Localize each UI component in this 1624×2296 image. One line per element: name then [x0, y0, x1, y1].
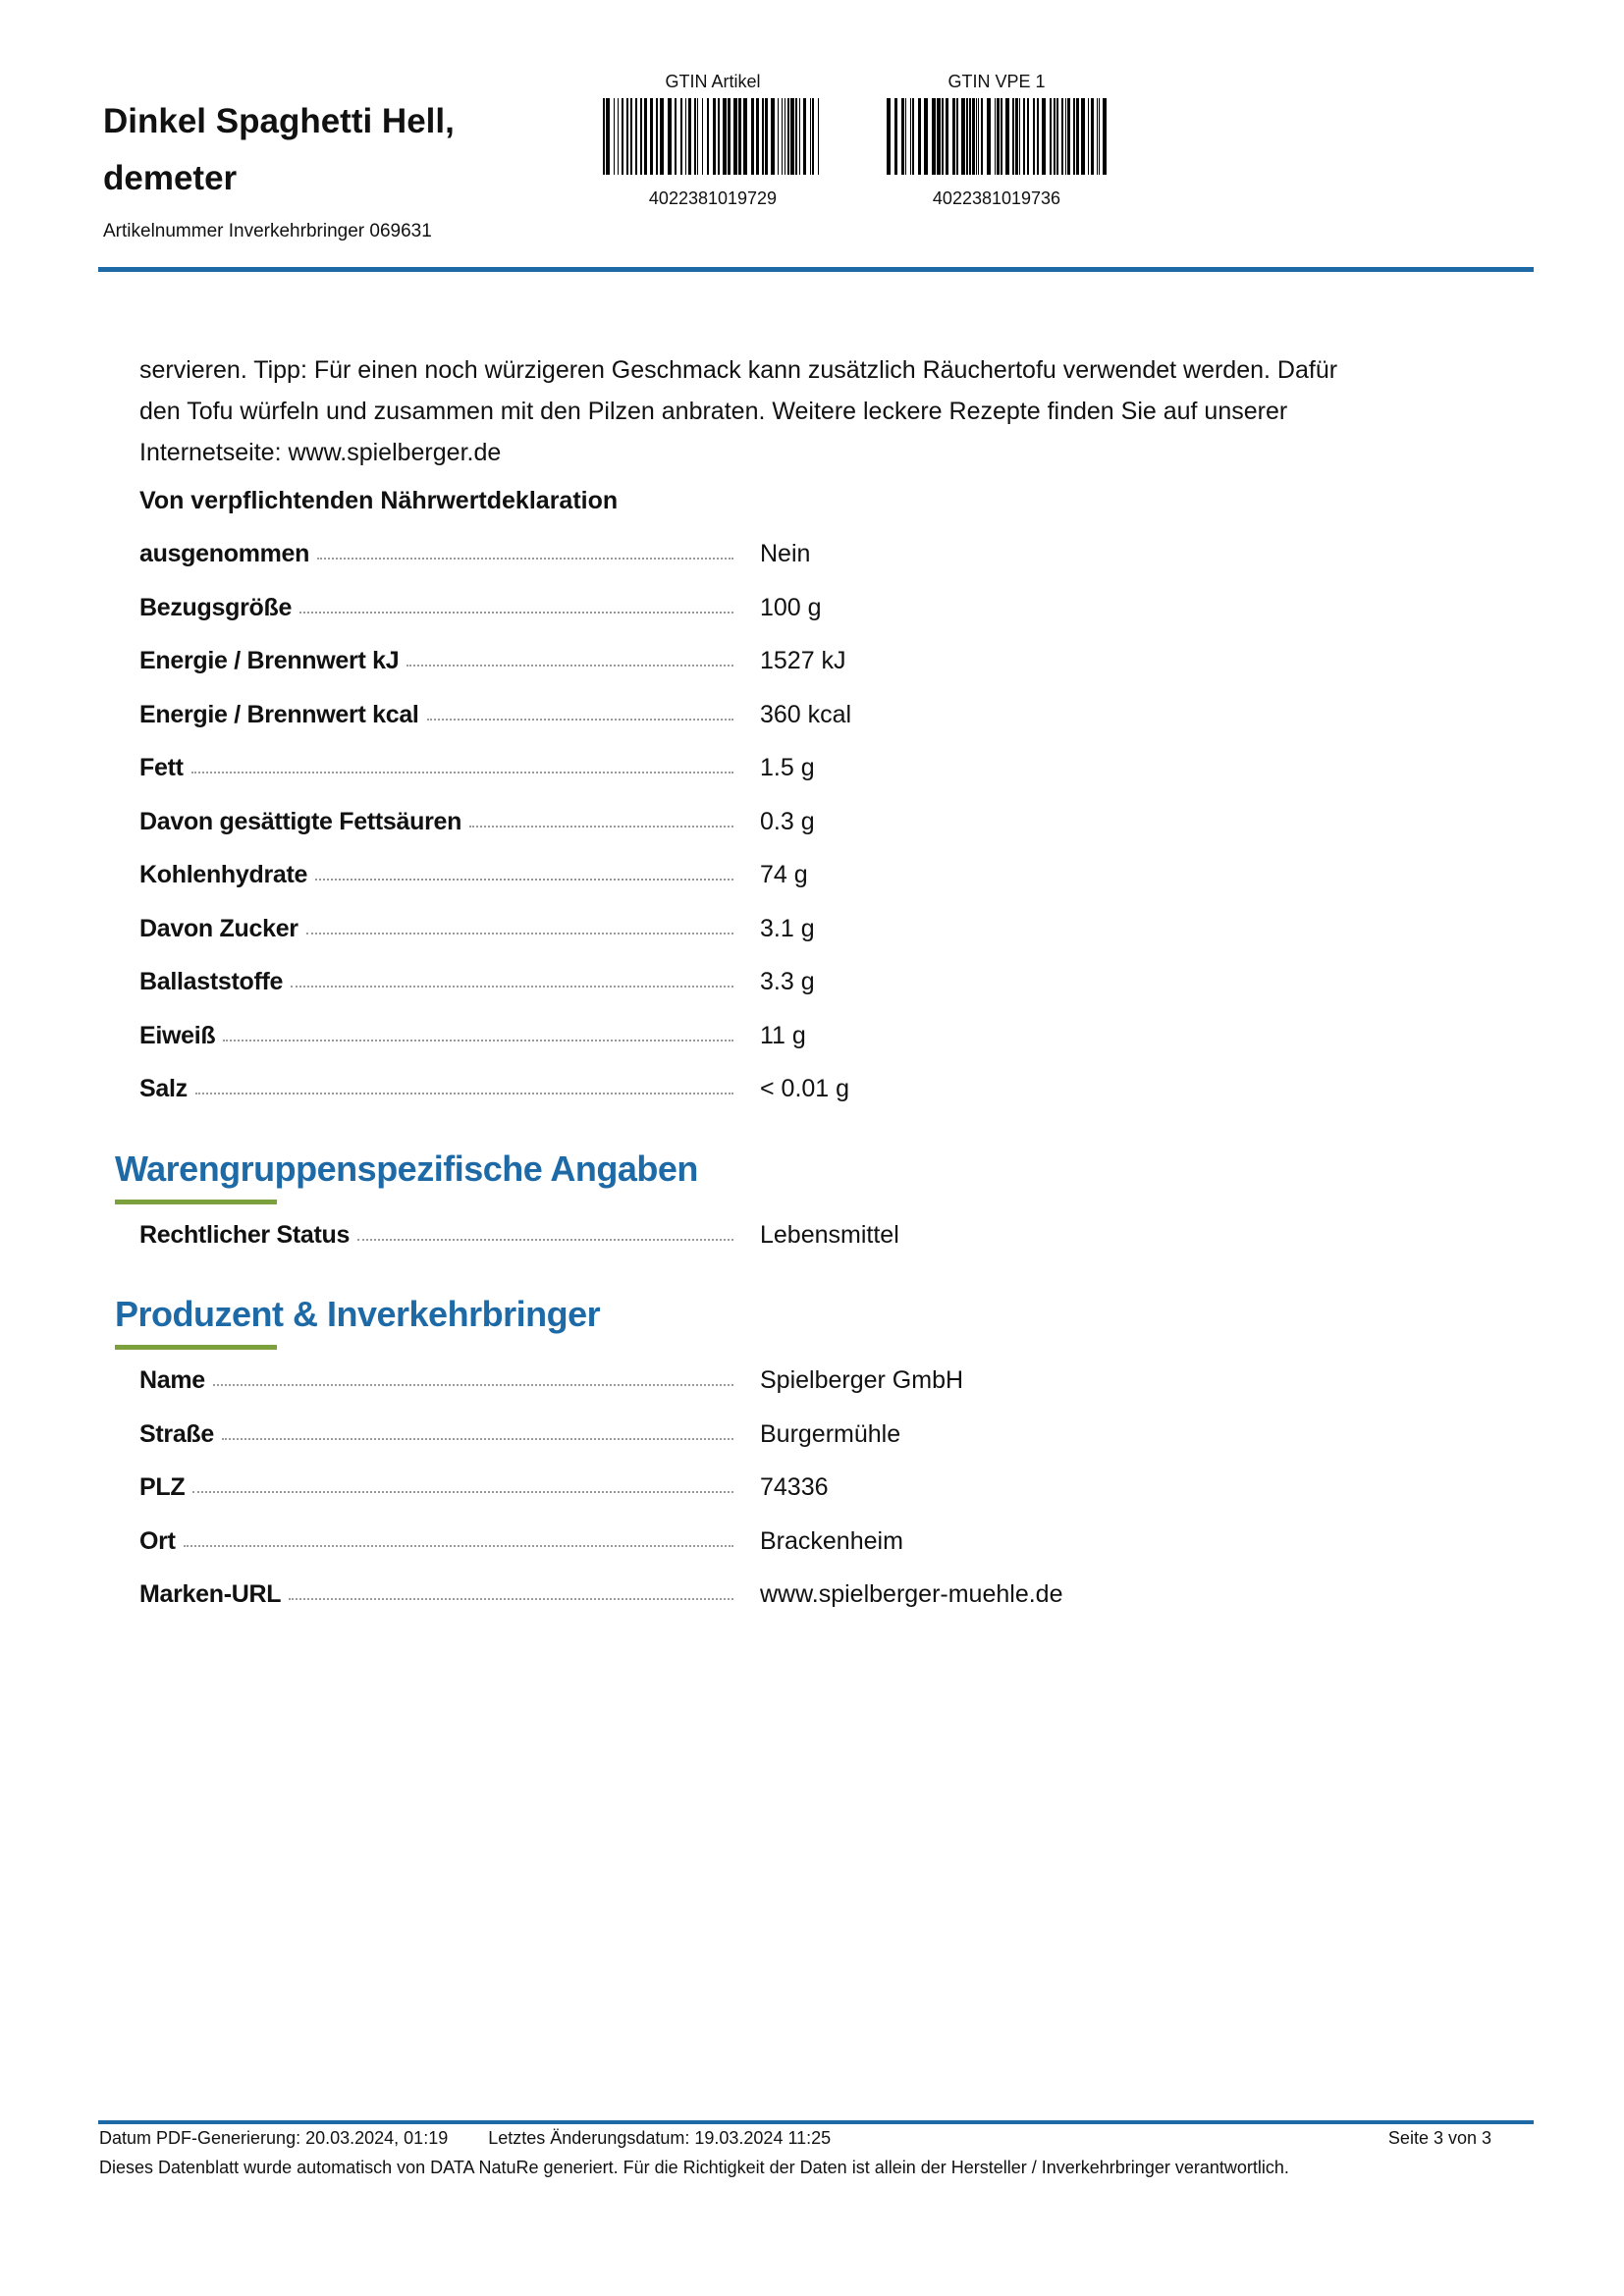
row-key: Rechtlicher Status: [139, 1221, 351, 1249]
row-key-wrap: [139, 1219, 733, 1250]
row-value: 360 kcal: [760, 700, 852, 728]
dot-leader: [315, 857, 733, 881]
row-value: 1.5 g: [760, 754, 815, 781]
dot-leader: [291, 964, 733, 988]
row-key: Salz: [139, 1075, 188, 1102]
data-row: [139, 806, 1514, 845]
data-row: [139, 645, 1514, 684]
row-value: 11 g: [760, 1021, 806, 1049]
row-value: 1527 kJ: [760, 647, 846, 674]
barcode-label: GTIN VPE 1: [947, 72, 1046, 91]
product-title-block: [103, 93, 574, 242]
row-key-wrap: [139, 1418, 733, 1449]
barcode-icon: [883, 98, 1110, 175]
footer-disclaimer: Dieses Datenblatt wurde automatisch von DATA NatuRe generiert. Für die Richtigkeit der Daten ist allein der Hersteller / Inverkehrbringer verantwortlich.: [99, 2158, 1289, 2177]
row-value: www.spielberger-muehle.de: [760, 1580, 1063, 1608]
barcode-number: 4022381019729: [648, 188, 778, 208]
row-key-wrap: [139, 1578, 733, 1609]
data-row: [139, 966, 1514, 1005]
page-number: Seite 3 von 3: [1387, 2128, 1491, 2148]
data-row: [139, 1525, 1514, 1565]
dot-leader: [317, 536, 733, 560]
dot-leader: [469, 804, 733, 828]
data-row: [139, 752, 1514, 791]
section-heading-group-specific: Warengruppenspezifische Angaben: [115, 1148, 698, 1189]
dot-leader: [191, 750, 733, 774]
row-key-wrap: [139, 1471, 733, 1502]
dot-leader: [195, 1071, 733, 1095]
footer-meta: [99, 2128, 1491, 2149]
row-key-wrap: [139, 592, 733, 622]
section-heading-underline: [115, 1345, 277, 1350]
row-value: < 0.01 g: [760, 1075, 850, 1102]
data-row: [139, 538, 1514, 577]
row-value: 100 g: [760, 593, 822, 621]
row-key: Marken-URL: [139, 1580, 282, 1608]
dot-leader: [213, 1362, 733, 1386]
header-divider: [98, 267, 1534, 272]
barcode-gtin-article: [595, 71, 831, 209]
row-key: Energie / Brennwert kJ: [139, 647, 400, 674]
row-key-wrap: [139, 1364, 733, 1395]
dot-leader: [306, 911, 733, 934]
row-key-wrap: [139, 1525, 733, 1556]
section-heading-producer: Produzent & Inverkehrbringer: [115, 1294, 601, 1334]
dot-leader: [184, 1523, 733, 1547]
row-key: Davon Zucker: [139, 914, 298, 942]
row-value: Lebensmittel: [760, 1221, 899, 1249]
recipe-text-line: den Tofu würfeln und zusammen mit den Pilzen anbraten. Weitere leckere Rezepte finden Sie auf unserer: [139, 398, 1288, 425]
dot-leader: [223, 1018, 733, 1041]
row-key: Straße: [139, 1419, 215, 1448]
dot-leader: [427, 697, 733, 721]
product-title-line-2: demeter: [103, 159, 238, 197]
recipe-text: [139, 349, 1416, 473]
row-value: 74336: [760, 1473, 829, 1501]
dot-leader: [192, 1469, 733, 1493]
recipe-text-line: Internetseite: www.spielberger.de: [139, 439, 502, 466]
row-value: 3.3 g: [760, 968, 815, 995]
data-row: [139, 1219, 1514, 1258]
row-key-wrap: [139, 913, 733, 943]
data-row: [139, 1418, 1514, 1458]
data-row: [139, 592, 1514, 631]
barcode-number: 4022381019736: [932, 188, 1061, 208]
row-key: Bezugsgröße: [139, 593, 293, 621]
row-value: Nein: [760, 540, 811, 567]
row-value: Burgermühle: [760, 1419, 901, 1448]
barcode-gtin-vpe: [879, 71, 1114, 209]
dot-leader: [299, 590, 733, 614]
recipe-text-line: servieren. Tipp: Für einen noch würzigeren Geschmack kann zusätzlich Räuchertofu verwendet werden. Dafür: [139, 356, 1338, 384]
row-key: PLZ: [139, 1473, 186, 1501]
data-row: [139, 913, 1514, 952]
data-row: [139, 859, 1514, 898]
barcode-icon: [599, 98, 827, 175]
barcode-label: GTIN Artikel: [665, 72, 761, 91]
nutrition-exempt-label: Von verpflichtenden Nährwertdeklaration: [139, 487, 619, 514]
row-value: 0.3 g: [760, 807, 815, 835]
row-key-wrap: [139, 966, 733, 996]
row-key-wrap: [139, 1020, 733, 1050]
data-row: [139, 1073, 1514, 1112]
row-key: Ort: [139, 1526, 176, 1555]
section-heading-underline: [115, 1200, 277, 1204]
pdf-generation-date: Datum PDF-Generierung: 20.03.2024, 01:19: [99, 2128, 449, 2148]
article-number: Artikelnummer Inverkehrbringer 069631: [103, 221, 432, 241]
dot-leader: [406, 643, 733, 667]
row-value: 74 g: [760, 861, 808, 888]
row-key: Eiweiß: [139, 1021, 216, 1049]
last-change-date: Letztes Änderungsdatum: 19.03.2024 11:25: [488, 2128, 832, 2148]
row-key-wrap: [139, 859, 733, 889]
dot-leader: [289, 1576, 733, 1600]
data-row: [139, 1020, 1514, 1059]
data-row: [139, 1471, 1514, 1511]
dot-leader: [222, 1416, 733, 1440]
row-key: Name: [139, 1366, 205, 1394]
row-key-wrap: [139, 699, 733, 729]
row-key-wrap: [139, 1073, 733, 1103]
footer-divider: [98, 2120, 1534, 2124]
row-key-wrap: [139, 752, 733, 782]
data-row: [139, 699, 1514, 738]
row-value: Spielberger GmbH: [760, 1366, 964, 1394]
row-value: Brackenheim: [760, 1526, 903, 1555]
row-key: ausgenommen: [139, 540, 310, 567]
row-key: Energie / Brennwert kcal: [139, 700, 419, 728]
data-row: [139, 1364, 1514, 1404]
row-key-wrap: [139, 645, 733, 675]
row-key: Fett: [139, 754, 184, 781]
row-key: Davon gesättigte Fettsäuren: [139, 807, 462, 835]
row-key-wrap: [139, 806, 733, 836]
dot-leader: [357, 1217, 733, 1241]
row-key: Ballaststoffe: [139, 968, 284, 995]
data-row: [139, 1578, 1514, 1618]
product-title-line-1: Dinkel Spaghetti Hell,: [103, 102, 455, 140]
row-key-wrap: [139, 538, 733, 568]
row-value: 3.1 g: [760, 914, 815, 942]
row-key: Kohlenhydrate: [139, 861, 308, 888]
